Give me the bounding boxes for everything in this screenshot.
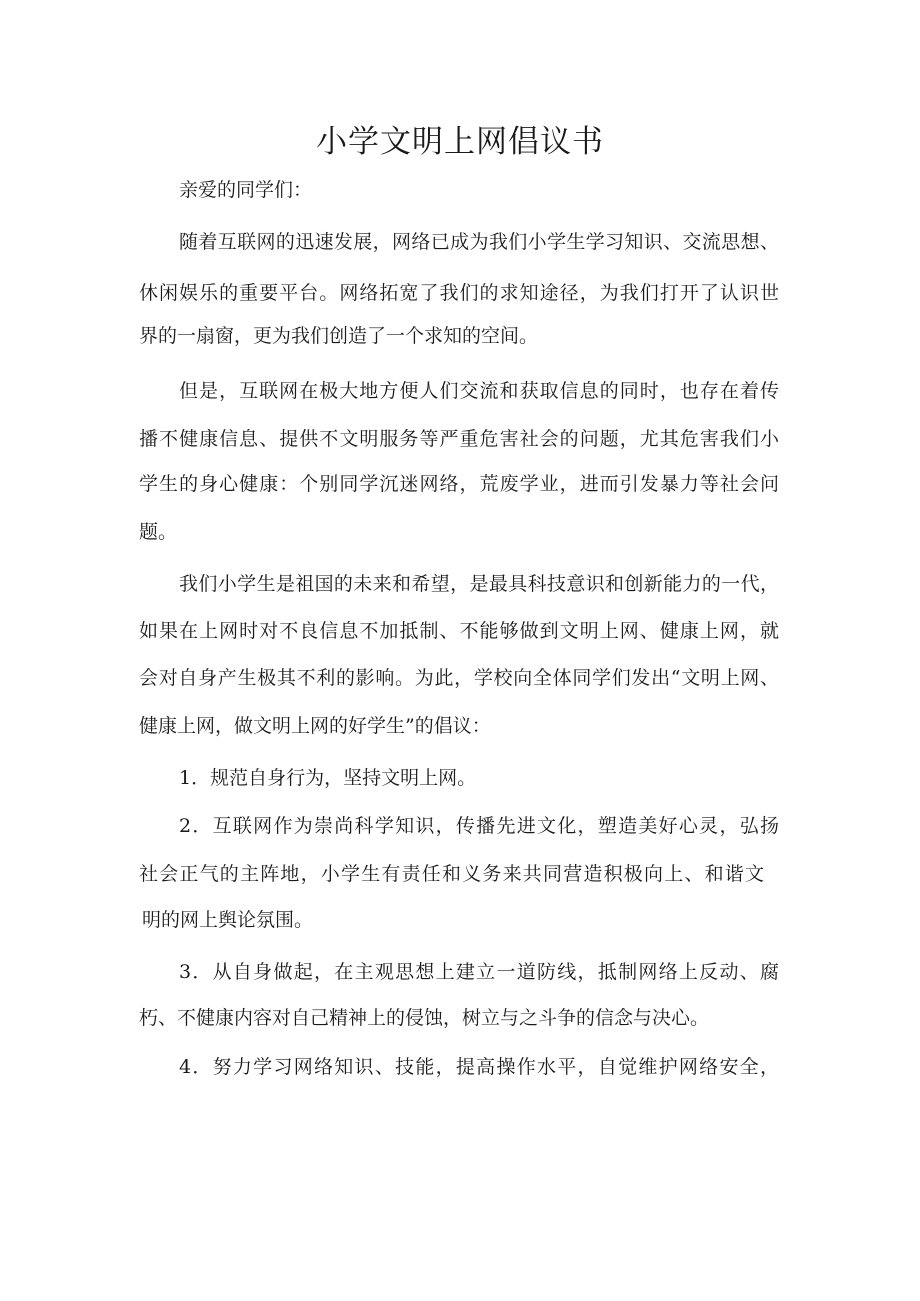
- item-4-line-1: 4．努力学习网络知识、技能，提高操作水平，自觉维护网络安全，: [179, 1056, 779, 1078]
- paragraph-3-line-2: 如果在上网时对不良信息不加抵制、不能够做到文明上网、健康上网，就: [139, 620, 779, 642]
- paragraph-3-line-1: 我们小学生是祖国的未来和希望，是最具科技意识和创新能力的一代，: [179, 573, 779, 595]
- item-3-line-2: 朽、不健康内容对自己精神上的侵蚀，树立与之斗争的信念与决心。: [139, 1007, 710, 1029]
- item-1-line-1: 1．规范自身行为，坚持文明上网。: [179, 767, 477, 789]
- paragraph-2-line-3: 学生的身心健康：个别同学沉迷网络，荒废学业，进而引发暴力等社会问: [139, 473, 779, 495]
- paragraph-2-line-2: 播不健康信息、提供不文明服务等严重危害社会的问题，尤其危害我们小: [139, 428, 779, 450]
- paragraph-3-line-3: 会对自身产生极其不利的影响。为此，学校向全体同学们发出“文明上网、: [139, 667, 779, 689]
- paragraph-2-line-1: 但是，互联网在极大地方便人们交流和获取信息的同时，也存在着传: [179, 380, 779, 402]
- paragraph-1-line-1: 随着互联网的迅速发展，网络已成为我们小学生学习知识、交流思想、: [179, 231, 779, 253]
- paragraph-1-line-2: 休闲娱乐的重要平台。网络拓宽了我们的求知途径，为我们打开了认识世: [139, 282, 779, 304]
- item-3-line-1: 3．从自身做起，在主观思想上建立一道防线，抵制网络上反动、腐: [179, 961, 779, 983]
- paragraph-2-line-4: 题。: [139, 521, 178, 543]
- paragraph-1-line-3: 界的一扇窗，更为我们创造了一个求知的空间。: [139, 325, 539, 347]
- item-2-line-3: 明的网上舆论氛围。: [142, 909, 314, 931]
- greeting: 亲爱的同学们：: [179, 179, 313, 201]
- document-title: 小学文明上网倡议书: [316, 124, 604, 160]
- paragraph-3-line-4: 健康上网，做文明上网的好学生”的倡议：: [139, 715, 491, 737]
- item-2-line-1: 2．互联网作为崇尚科学知识，传播先进文化，塑造美好心灵，弘扬: [179, 815, 779, 837]
- item-2-line-2: 社会正气的主阵地，小学生有责任和义务来共同营造积极向上、和谐文: [139, 863, 764, 885]
